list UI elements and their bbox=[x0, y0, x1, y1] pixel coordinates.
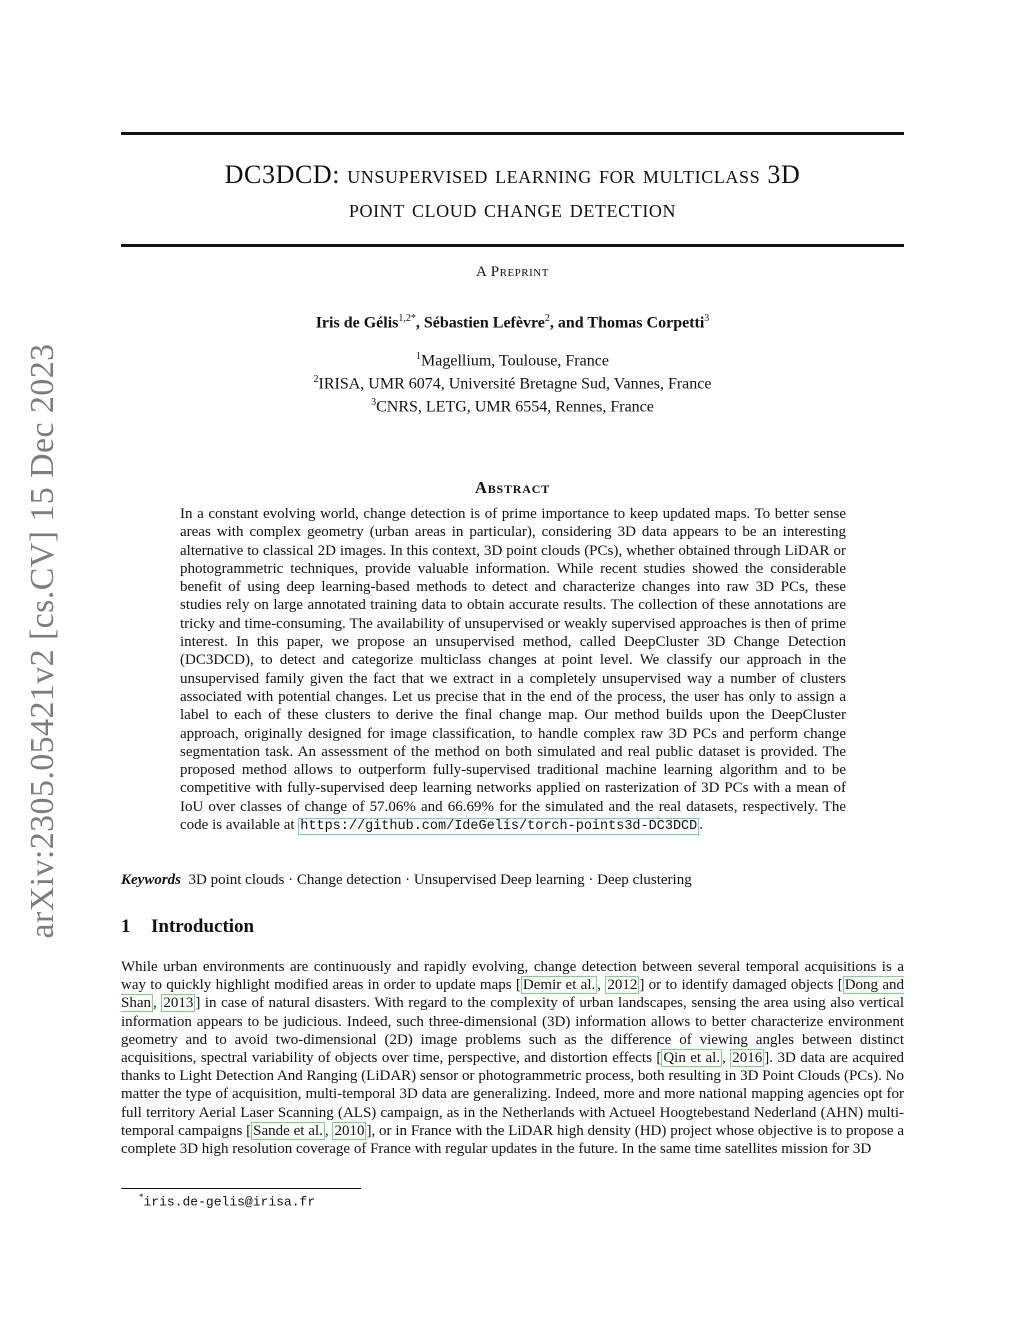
introduction-paragraph bbox=[121, 958, 904, 1158]
title-rule-bottom bbox=[121, 244, 904, 247]
citation-separator: , bbox=[722, 1050, 731, 1067]
footnote-mark: * bbox=[139, 1192, 144, 1202]
affiliation-text: IRISA, UMR 6074, Université Bretagne Sud, Vannes, France bbox=[318, 375, 712, 393]
intro-text: ] in case of natural disasters. With regard to the complexity of urban landscapes, sensing the area using also vertical information appears to be judicious. Indeed, such three-dimensional (3D) information allows to better characterize environment geometry and to avoid two-dimensional (2D) image problems such as the difference of viewing angles between distinct acquisitions, spectral variability of objects over time, perspective, and distortion effects [ bbox=[121, 995, 905, 1067]
author-affiliation-mark: 1,2* bbox=[398, 313, 416, 324]
author-separator: , and bbox=[549, 314, 588, 332]
abstract-text: In a constant evolving world, change detection is of prime importance to keep updated maps. To better sense areas with complex geometry (urban areas in particular), considering 3D data appears to be an interesting alternative to classical 2D images. In this context, 3D point clouds (PCs), whether obtained through LiDAR or photogrammetric techniques, provide valuable information. While recent studies showed the considerable benefit of using deep learning-based methods to detect and characterize changes into raw 3D PCs, these studies rely on large annotated training data to obtain accurate results. The collection of these annotations are tricky and time-consuming. The availability of unsupervised or weakly supervised approaches is then of prime interest. In this paper, we propose an unsupervised method, called DeepCluster 3D Change Detection (DC3DCD), to detect and categorize multiclass changes at point level. We classify our approach in the unsupervised family given the fact that we extract in a completely unsupervised way a number of clusters associated with potential changes. Let us precise that in the end of the process, the user has only to assign a label to each of these clusters to derive the final change map. Our method builds upon the DeepCluster approach, originally designed for image classification, to handle complex raw 3D PCs and perform change segmentation task. An assessment of the method on both simulated and real public dataset is provided. The proposed method allows to outperform fully-supervised traditional machine learning algorithm and to be competitive with fully-supervised deep learning networks applied on rasterization of 3D PCs with a mean of IoU over classes of change of 57.06% and 66.69% for the simulated and the real datasets, respectively. bbox=[180, 506, 846, 815]
citation-separator: , bbox=[153, 995, 162, 1012]
affiliation-line bbox=[121, 348, 904, 371]
section-heading-introduction bbox=[121, 916, 254, 938]
affiliation-text: Magellium, Toulouse, France bbox=[421, 352, 609, 370]
abstract-body bbox=[180, 505, 846, 836]
citation-link[interactable]: Qin et al. bbox=[663, 1050, 721, 1067]
author-affiliation-mark: 2 bbox=[544, 313, 550, 324]
author-separator: , bbox=[415, 314, 424, 332]
citation-year-link[interactable]: 2012 bbox=[607, 977, 638, 994]
affiliation-number: 3 bbox=[371, 396, 377, 408]
footnote-email: iris.de-gelis@irisa.fr bbox=[143, 1194, 316, 1210]
citation-link[interactable]: Dong and Shan bbox=[121, 977, 904, 1012]
preprint-label: A Preprint bbox=[476, 264, 549, 280]
citation-year-link[interactable]: 2013 bbox=[163, 995, 194, 1012]
section-title: Introduction bbox=[151, 916, 255, 937]
keywords-text: 3D point clouds · Change detection · Unsupervised Deep learning · Deep clustering bbox=[188, 872, 692, 888]
citation-year-link[interactable]: 2010 bbox=[334, 1122, 365, 1139]
keywords-line bbox=[121, 872, 904, 889]
footnote bbox=[139, 1192, 315, 1209]
affiliation-text: CNRS, LETG, UMR 6554, Rennes, France bbox=[376, 397, 654, 415]
section-number: 1 bbox=[121, 916, 131, 937]
keywords-label: Keywords bbox=[121, 872, 181, 888]
citation-separator: , bbox=[324, 1122, 333, 1139]
citation-year-link[interactable]: 2016 bbox=[732, 1050, 763, 1067]
paper-title-line-1: DC3DCD: unsupervised learning for multiclass 3D bbox=[224, 160, 801, 189]
author-name: Sébastien Lefèvre bbox=[423, 314, 545, 332]
abstract-heading: Abstract bbox=[475, 478, 550, 497]
title-rule-top bbox=[121, 132, 904, 135]
abstract-code-suffix: . bbox=[699, 817, 703, 834]
footnote-rule bbox=[121, 1188, 361, 1189]
intro-text: While urban environments are continuously and rapidly evolving, change detection between several temporal acquisitions is a way to quickly highlight modified areas in order to update maps [ bbox=[121, 959, 904, 994]
citation-separator: , bbox=[597, 977, 606, 994]
paper-title-line-2: point cloud change detection bbox=[348, 194, 677, 223]
code-repository-link[interactable]: https://github.com/IdeGelis/torch-points3d-DC3DCD bbox=[300, 819, 698, 835]
affiliation-number: 2 bbox=[313, 373, 319, 385]
citation-link[interactable]: Demir et al. bbox=[522, 977, 596, 994]
abstract-code-prefix: The code is available at bbox=[180, 798, 846, 834]
author-name: Thomas Corpetti bbox=[587, 314, 705, 332]
affiliation-line bbox=[121, 371, 904, 394]
author-list bbox=[121, 313, 904, 332]
author-name: Iris de Gélis bbox=[315, 314, 399, 332]
affiliations bbox=[121, 348, 904, 416]
arxiv-side-stamp: arXiv:2305.05421v2 [cs.CV] 15 Dec 2023 bbox=[24, 343, 61, 939]
paper-title bbox=[121, 158, 904, 226]
intro-text: ]. 3D data are acquired thanks to Light Detection And Ranging (LiDAR) sensor or photogrammetric process, both resulting in 3D Point Clouds (PCs). No matter the type of acquisition, multi-temporal 3D data are generalizing. Indeed, more and more national mapping agencies opt for full territory Aerial Laser Scanning (ALS) campaign, as in the Netherlands with Actueel Hoogtebestand Nederland (AHN) multi-temporal campaigns [ bbox=[121, 1050, 905, 1139]
affiliation-number: 1 bbox=[416, 351, 422, 362]
affiliation-line bbox=[121, 394, 904, 417]
author-affiliation-mark: 3 bbox=[704, 313, 710, 324]
intro-text: ] or to identify damaged objects [ bbox=[639, 977, 843, 994]
intro-text: ], or in France with the LiDAR high density (HD) project whose objective is to propose a complete 3D high resolution coverage of France with regular updates in the future. In the same time satellites mission for 3D bbox=[121, 1122, 904, 1158]
citation-link[interactable]: Sande et al. bbox=[253, 1122, 323, 1139]
